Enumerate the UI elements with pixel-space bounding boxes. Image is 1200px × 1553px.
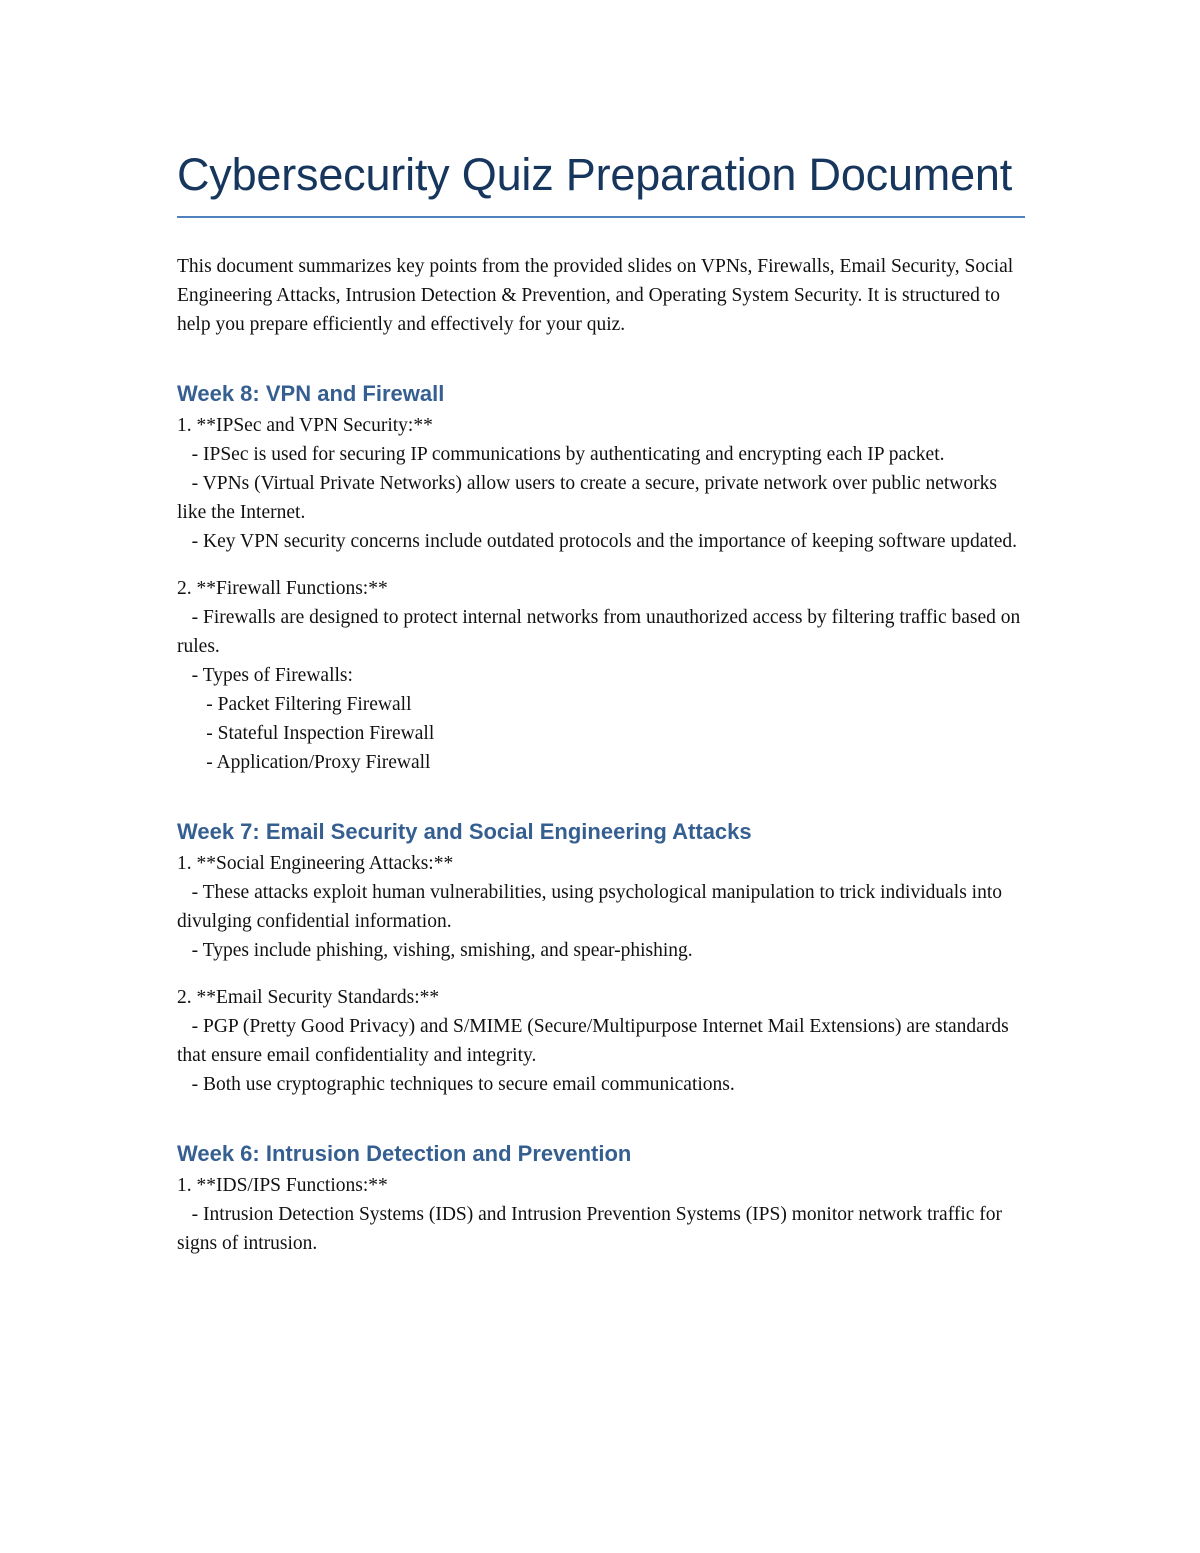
numbered-item — [177, 849, 1027, 965]
item-heading-line: 1. **IDS/IPS Functions:** — [177, 1175, 388, 1196]
bullet-line: - Both use cryptographic techniques to secure email communications. — [177, 1074, 735, 1095]
bullet-line: - IPSec is used for securing IP communications by authenticating and encrypting each IP packet. — [177, 444, 945, 465]
document-title: Cybersecurity Quiz Preparation Document — [177, 149, 1013, 200]
item-heading-line: 1. **Social Engineering Attacks:** — [177, 853, 454, 874]
section-heading: Week 8: VPN and Firewall — [177, 381, 445, 406]
bullet-line: - Firewalls are designed to protect internal networks from unauthorized access by filtering traffic based on rules. — [177, 607, 1026, 657]
item-heading-line: 2. **Email Security Standards:** — [177, 987, 440, 1008]
bullet-line: - PGP (Pretty Good Privacy) and S/MIME (Secure/Multipurpose Internet Mail Extensions) are standards that ensure email confidentiality and integrity. — [177, 1016, 1014, 1066]
bullet-line: - Types of Firewalls: — [177, 665, 353, 686]
numbered-item — [177, 411, 1027, 556]
bullet-line: - Stateful Inspection Firewall — [177, 723, 435, 744]
bullet-line: - These attacks exploit human vulnerabilities, using psychological manipulation to trick individuals into divulging confidential information. — [177, 882, 1007, 932]
item-heading-line: 2. **Firewall Functions:** — [177, 578, 388, 599]
intro-paragraph: This document summarizes key points from the provided slides on VPNs, Firewalls, Email Security, Social Engineering Attacks, Intrusion Detection & Prevention, and Operating System Security. It is structured to help you prepare efficiently and effectively for your quiz. — [177, 256, 1014, 335]
bullet-line: - Application/Proxy Firewall — [177, 752, 431, 773]
bullet-line: - Packet Filtering Firewall — [177, 694, 412, 715]
bullet-line: - Key VPN security concerns include outdated protocols and the importance of keeping software updated. — [177, 531, 1018, 552]
numbered-item — [177, 983, 1027, 1099]
bullet-line: - Intrusion Detection Systems (IDS) and Intrusion Prevention Systems (IPS) monitor network traffic for signs of intrusion. — [177, 1204, 1007, 1254]
section — [177, 818, 1027, 1099]
item-heading-line: 1. **IPSec and VPN Security:** — [177, 415, 433, 436]
section-heading: Week 7: Email Security and Social Engineering Attacks — [177, 819, 752, 844]
numbered-item — [177, 574, 1027, 777]
section-heading: Week 6: Intrusion Detection and Prevention — [177, 1141, 632, 1166]
bullet-line: - Types include phishing, vishing, smishing, and spear-phishing. — [177, 940, 693, 961]
section — [177, 380, 1027, 777]
sections-container — [177, 380, 1027, 1258]
numbered-item — [177, 1171, 1027, 1258]
bullet-line: - VPNs (Virtual Private Networks) allow users to create a secure, private network over public networks like the Internet. — [177, 473, 1002, 523]
document-content — [177, 146, 1027, 1258]
section — [177, 1140, 1027, 1258]
title-underline — [177, 216, 1025, 218]
